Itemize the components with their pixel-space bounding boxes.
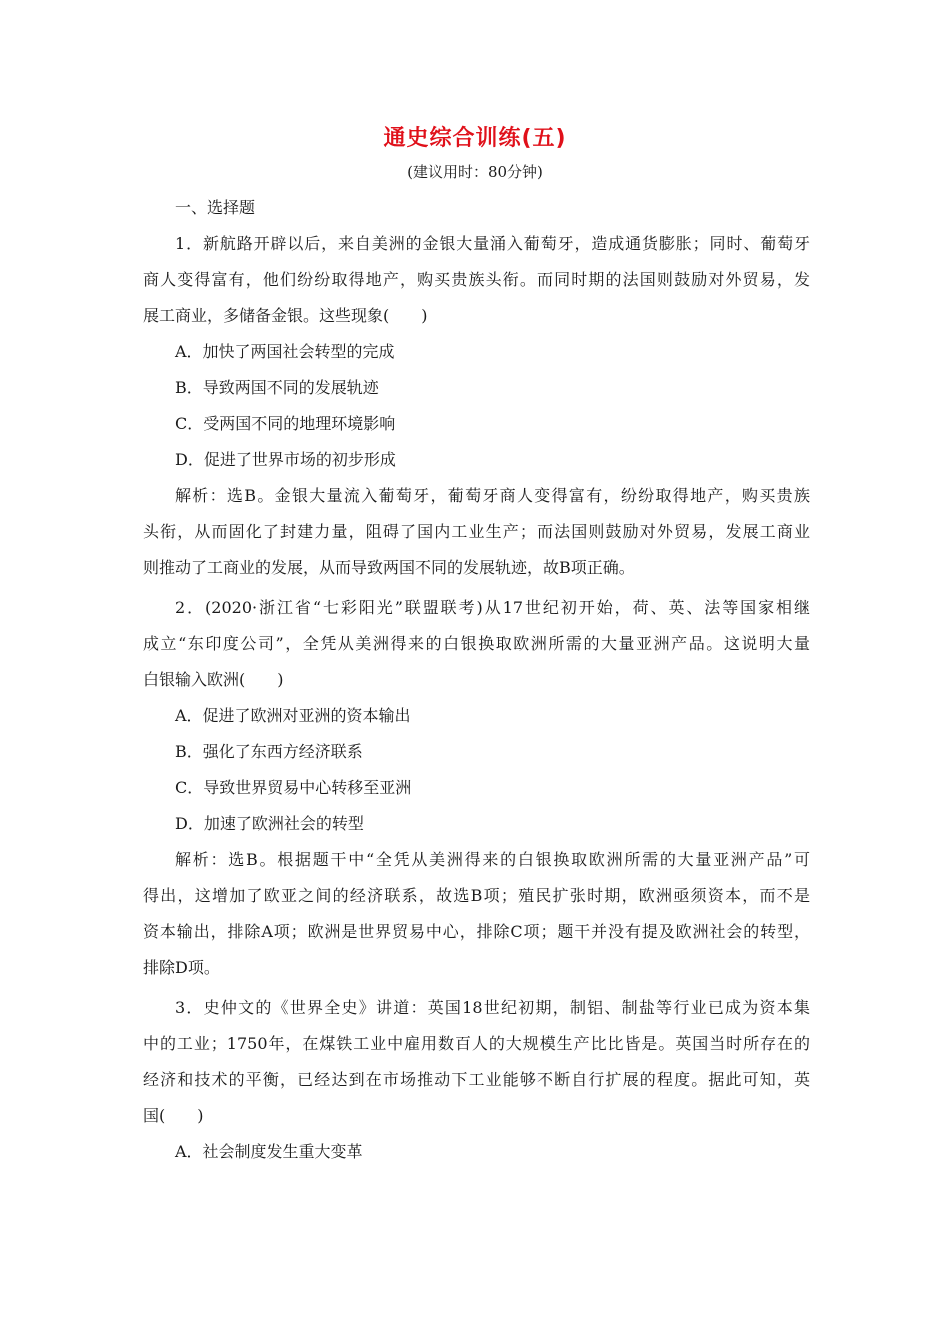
analysis-line: 则推动了工商业的发展，从而导致两国不同的发展轨迹，故B项正确。	[143, 558, 635, 577]
analysis-line: 解析：选B。金银大量流入葡萄牙，葡萄牙商人变得富有，纷纷取得地产，购买贵族	[175, 486, 810, 505]
option-d: D．加速了欧洲社会的转型	[175, 814, 364, 833]
section-heading: 一、选择题	[175, 198, 256, 217]
question-stem-line: 中的工业；1750年，在煤铁工业中雇用数百人的大规模生产比比皆是。英国当时所存在的	[143, 1034, 810, 1053]
question-2	[143, 586, 810, 986]
question-stem-line: 3．史仲文的《世界全史》讲道：英国18世纪初期，制铝、制盐等行业已成为资本集	[175, 998, 810, 1017]
question-1	[143, 226, 810, 586]
time-suggestion: (建议用时：80分钟)	[407, 163, 543, 181]
question-stem-line: 商人变得富有，他们纷纷取得地产，购买贵族头衔。而同时期的法国则鼓励对外贸易，发	[143, 270, 810, 289]
option-a: A．社会制度发生重大变革	[175, 1142, 363, 1161]
question-stem-line: 1．新航路开辟以后，来自美洲的金银大量涌入葡萄牙，造成通货膨胀；同时、葡萄牙	[175, 234, 810, 253]
page-title: 通史综合训练(五)	[383, 126, 567, 151]
option-b: B．强化了东西方经济联系	[175, 742, 363, 761]
question-stem-line: 白银输入欧洲( )	[143, 670, 284, 689]
option-b: B．导致两国不同的发展轨迹	[175, 378, 379, 397]
question-3	[143, 986, 810, 1170]
analysis-line: 解析：选B。根据题干中“全凭从美洲得来的白银换取欧洲所需的大量亚洲产品”可	[175, 850, 810, 869]
option-d: D．促进了世界市场的初步形成	[175, 450, 396, 469]
analysis-line: 得出，这增加了欧亚之间的经济联系，故选B项；殖民扩张时期，欧洲亟须资本，而不是	[143, 886, 810, 905]
option-a: A．促进了欧洲对亚洲的资本输出	[175, 706, 411, 725]
document-body	[143, 190, 810, 1170]
option-c: C．导致世界贸易中心转移至亚洲	[175, 778, 412, 797]
analysis-line: 头衔，从而固化了封建力量，阻碍了国内工业生产；而法国则鼓励对外贸易，发展工商业	[143, 522, 810, 541]
question-stem-line: 2．(2020·浙江省“七彩阳光”联盟联考)从17世纪初开始，荷、英、法等国家相继	[175, 598, 810, 617]
option-c: C．受两国不同的地理环境影响	[175, 414, 396, 433]
question-stem-line: 国( )	[143, 1106, 204, 1125]
question-stem-line: 经济和技术的平衡，已经达到在市场推动下工业能够不断自行扩展的程度。据此可知，英	[143, 1070, 810, 1089]
option-a: A．加快了两国社会转型的完成	[175, 342, 395, 361]
analysis-line: 排除D项。	[143, 958, 220, 977]
analysis-line: 资本输出，排除A项；欧洲是世界贸易中心，排除C项；题干并没有提及欧洲社会的转型，	[143, 922, 810, 941]
question-stem-line: 展工商业，多储备金银。这些现象( )	[143, 306, 428, 325]
question-stem-line: 成立“东印度公司”，全凭从美洲得来的白银换取欧洲所需的大量亚洲产品。这说明大量	[143, 634, 810, 653]
